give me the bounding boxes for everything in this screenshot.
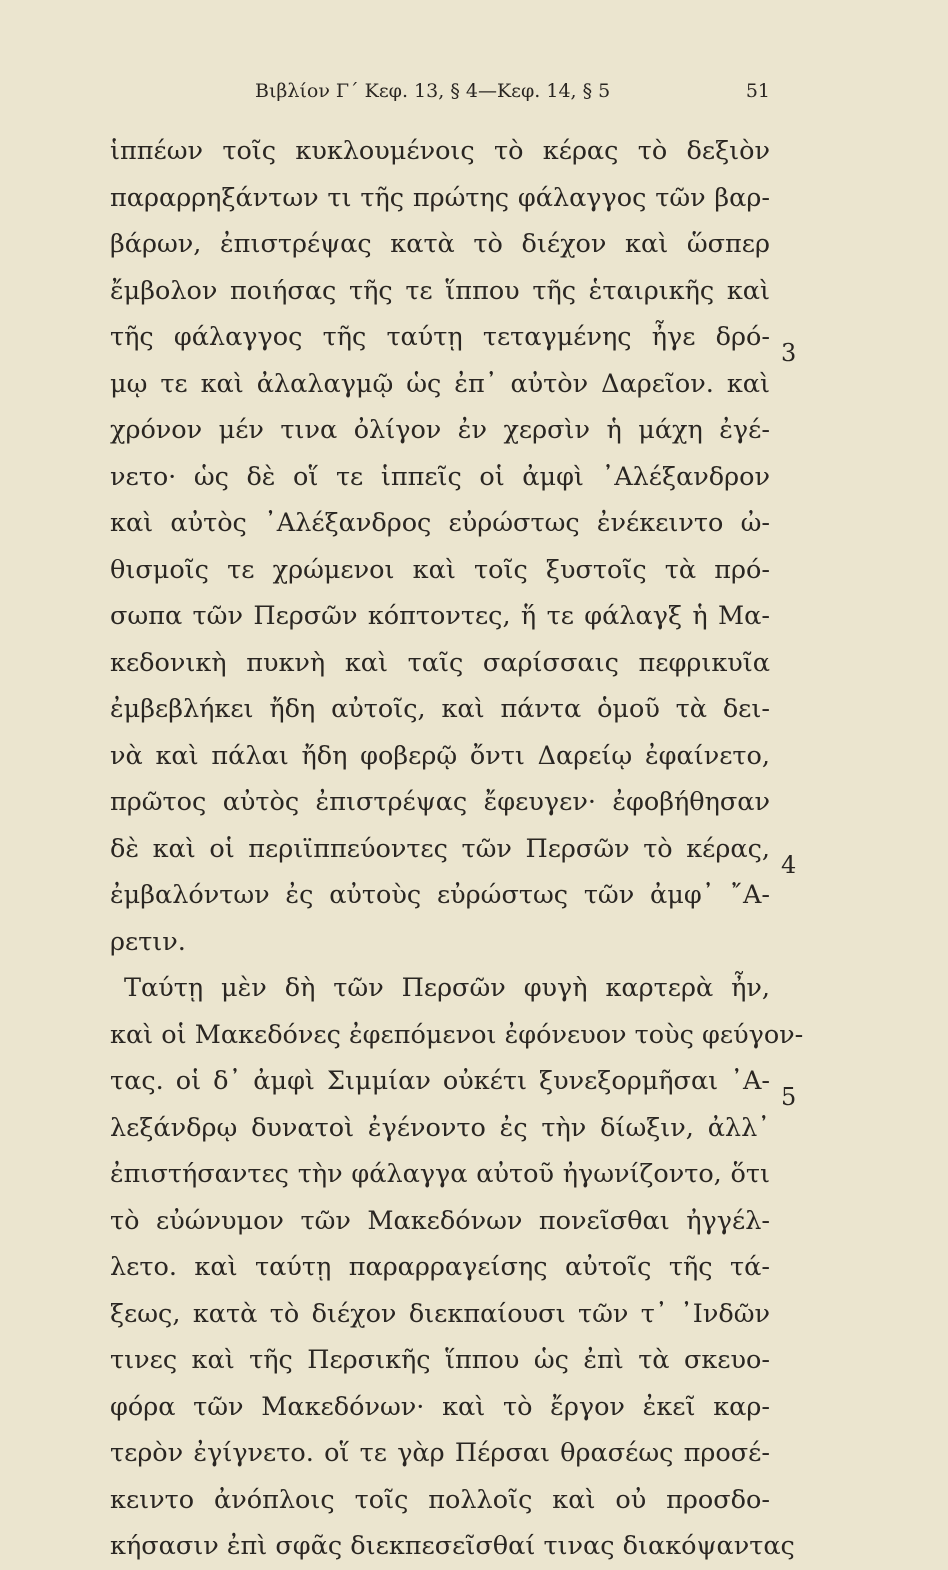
text-line: καὶ οἱ Μακεδόνες ἐφεπόμενοι ἐφόνευον τοὺς φεύγον- <box>110 1019 804 1050</box>
text-line: σωπα τῶν Περσῶν κόπτοντες, ἥ τε φάλαγξ ἡ Μα- <box>110 601 770 631</box>
text-line: βάρων, ἐπιστρέψας κατὰ τὸ διέχον καὶ ὥσπερ <box>110 229 770 259</box>
text-line: τῆς φάλαγγος τῆς ταύτῃ τεταγμένης ἦγε δρό- <box>110 322 770 352</box>
running-title: Βιβλίον Γ΄ Κεφ. 13, § 4—Κεφ. 14, § 5 <box>255 80 611 102</box>
text-line: κειντο ἀνόπλοις τοῖς πολλοῖς καὶ οὐ προσδο- <box>110 1484 770 1515</box>
section-number-3: 3 <box>781 339 797 367</box>
text-line: μῳ τε καὶ ἀλαλαγμῷ ὡς ἐπ᾽ αὐτὸν Δαρεῖον. καὶ <box>110 368 770 399</box>
text-line: θισμοῖς τε χρώμενοι καὶ τοῖς ξυστοῖς τὰ πρό- <box>110 554 770 585</box>
page-number: 51 <box>745 80 770 102</box>
text-line: πρῶτος αὐτὸς ἐπιστρέψας ἔφευγεν· ἐφοβήθησαν <box>110 787 770 817</box>
section-number-5: 5 <box>781 1083 797 1111</box>
text-line: ἐμβαλόντων ἐς αὐτοὺς εὐρώστως τῶν ἀμφ᾽ ῎Α- <box>110 880 770 910</box>
text-line: τερὸν ἐγίγνετο. οἵ τε γὰρ Πέρσαι θρασέως προσέ- <box>110 1438 770 1468</box>
text-line: τας. οἱ δ᾽ ἀμφὶ Σιμμίαν οὐκέτι ξυνεξορμῆσαι ᾿Α- <box>110 1066 770 1096</box>
text-line-paragraph-start: Ταύτῃ μὲν δὴ τῶν Περσῶν φυγὴ καρτερὰ ἦν, <box>124 973 770 1003</box>
text-line: φόρα τῶν Μακεδόνων· καὶ τὸ ἔργον ἐκεῖ καρ- <box>110 1391 770 1422</box>
section-number-4: 4 <box>781 851 797 879</box>
text-line: τινες καὶ τῆς Περσικῆς ἵππου ὡς ἐπὶ τὰ σκευο- <box>110 1345 770 1375</box>
text-line: λεξάνδρῳ δυνατοὶ ἐγένοντο ἐς τὴν δίωξιν, ἀλλ᾽ <box>110 1112 770 1143</box>
text-line: ἔμβολον ποιήσας τῆς τε ἵππου τῆς ἑταιρικῆς καὶ <box>110 275 770 306</box>
text-line: ἐπιστήσαντες τὴν φάλαγγα αὐτοῦ ἠγωνίζοντο, ὅτι <box>110 1159 770 1189</box>
text-line: τὸ εὐώνυμον τῶν Μακεδόνων πονεῖσθαι ἠγγέλ- <box>110 1205 770 1236</box>
text-line: νὰ καὶ πάλαι ἤδη φοβερῷ ὄντι Δαρείῳ ἐφαίνετο, <box>110 740 770 771</box>
text-line: ἐμβεβλήκει ἤδη αὐτοῖς, καὶ πάντα ὁμοῦ τὰ δει- <box>110 694 770 724</box>
text-line: λετο. καὶ ταύτῃ παραρραγείσης αὐτοῖς τῆς τά- <box>110 1252 770 1282</box>
text-line-paragraph-end: ρετιν. <box>110 926 186 957</box>
text-line: δὲ καὶ οἱ περιϊππεύοντες τῶν Περσῶν τὸ κέρας, <box>110 833 770 864</box>
text-line: χρόνον μέν τινα ὀλίγον ἐν χερσὶν ἡ μάχη ἐγέ- <box>110 415 770 445</box>
text-line: κήσασιν ἐπὶ σφᾶς διεκπεσεῖσθαί τινας διακόψαντας <box>110 1531 795 1561</box>
text-line: ἱππέων τοῖς κυκλουμένοις τὸ κέρας τὸ δεξιὸν <box>110 136 770 166</box>
running-head <box>255 80 770 110</box>
body-text <box>110 128 804 1570</box>
text-line: κεδονικὴ πυκνὴ καὶ ταῖς σαρίσσαις πεφρικυῖα <box>110 647 770 678</box>
text-line: καὶ αὐτὸς ᾿Αλέξανδρος εὐρώστως ἐνέκειντο ὠ- <box>110 508 770 538</box>
text-line: νετο· ὡς δὲ οἵ τε ἱππεῖς οἱ ἀμφὶ ᾿Αλέξανδρον <box>110 461 770 492</box>
text-line: παραρρηξάντων τι τῆς πρώτης φάλαγγος τῶν βαρ- <box>110 182 770 213</box>
text-line: ξεως, κατὰ τὸ διέχον διεκπαίουσι τῶν τ᾽ ᾿Ινδῶν <box>110 1298 770 1329</box>
